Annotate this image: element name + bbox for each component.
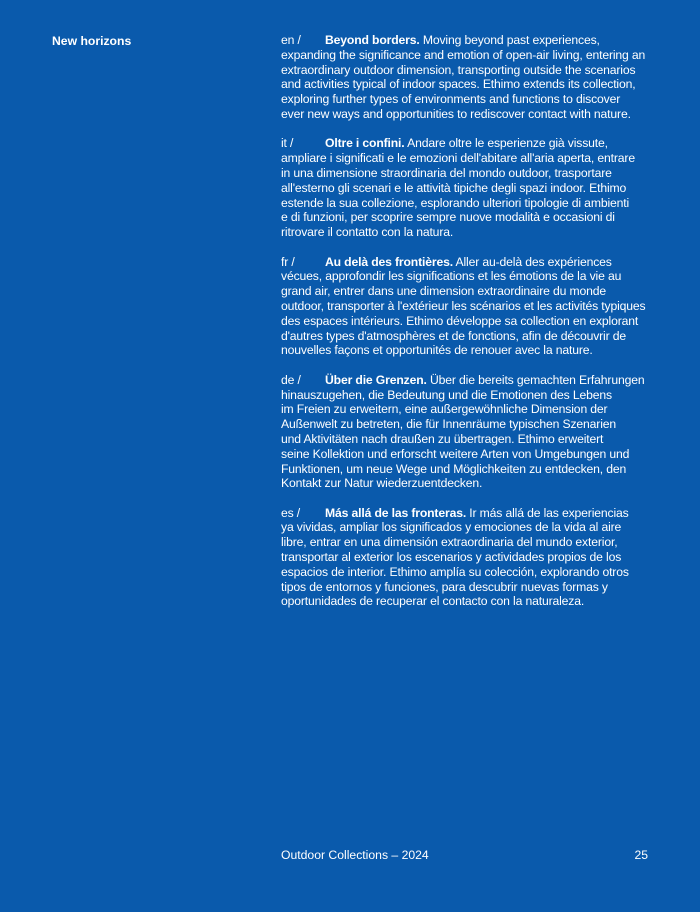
paragraph-line: oportunidades de recuperar el contacto con la naturaleza.	[281, 594, 585, 609]
language-code: de /	[281, 372, 301, 387]
language-code: es /	[281, 505, 301, 520]
footer-title: Outdoor Collections – 2024	[281, 848, 429, 862]
paragraph-line: estende la sua collezione, esplorando ulteriori tipologie di ambienti	[281, 195, 630, 210]
paragraph-line: grand air, entrer dans une dimension extraordinaire du monde	[281, 284, 607, 299]
paragraph-line: tipos de entornos y funciones, para descubrir nuevas formas y	[281, 579, 608, 594]
paragraph-first-line	[281, 506, 653, 521]
paragraph-line: Funktionen, um neue Wege und Möglichkeiten zu entdecken, den	[281, 461, 627, 476]
paragraph-text: Aller au-delà des expériences	[452, 254, 612, 269]
paragraph-en	[281, 33, 653, 122]
paragraph-first-line	[281, 373, 653, 388]
paragraph-line: Kontakt zur Natur wiederzuentdecken.	[281, 476, 483, 491]
paragraph-line: in una dimensione straordinaria del mondo outdoor, trasportare	[281, 165, 612, 180]
paragraph-line: outdoor, transporter à l'extérieur les scénarios et les activités typiques	[281, 298, 646, 313]
paragraph-line: exploring further types of environments and functions to discover	[281, 92, 621, 107]
paragraph-line: espacios de interior. Ethimo amplía su colección, explorando otros	[281, 564, 629, 579]
paragraph-text: Über die bereits gemachten Erfahrungen	[426, 372, 645, 387]
paragraph-heading: Über die Grenzen.	[325, 372, 427, 387]
paragraph-line: seine Kollektion und erforscht weitere Arten von Umgebungen und	[281, 446, 630, 461]
paragraph-line: ya vividas, ampliar los significados y emociones de la vida al aire	[281, 520, 622, 535]
language-code: en /	[281, 33, 301, 47]
paragraph-de	[281, 373, 653, 491]
paragraph-line: and activities typical of indoor spaces. Ethimo extends its collection,	[281, 77, 636, 92]
paragraph-line: vécues, approfondir les significations et les émotions de la vie au	[281, 269, 622, 284]
paragraph-line: extraordinary outdoor dimension, transporting outside the scenarios	[281, 62, 636, 77]
paragraph-text: Ir más allá de las experiencias	[466, 505, 629, 520]
page-number: 25	[634, 848, 648, 862]
paragraph-es	[281, 506, 653, 610]
paragraph-line: libre, entrar en una dimensión extraordinaria del mundo exterior,	[281, 535, 618, 550]
paragraph-heading: Oltre i confini.	[325, 136, 405, 151]
multilingual-text	[281, 33, 653, 624]
paragraph-line: all'esterno gli scenari e le attività tipiche degli spazi indoor. Ethimo	[281, 180, 627, 195]
paragraph-first-line	[281, 255, 653, 270]
paragraph-line: ever new ways and opportunities to rediscover contact with nature.	[281, 106, 631, 121]
paragraph-text: Andare oltre le esperienze già vissute,	[404, 136, 608, 151]
paragraph-line: nouvelles façons et opportunités de renouer avec la nature.	[281, 343, 593, 358]
paragraph-heading: Au delà des frontières.	[325, 254, 453, 269]
paragraph-heading: Más allá de las fronteras.	[325, 505, 467, 520]
paragraph-heading: Beyond borders.	[325, 33, 420, 47]
language-code: it /	[281, 136, 294, 151]
language-code: fr /	[281, 254, 295, 269]
section-title: New horizons	[52, 34, 132, 48]
paragraph-line: und Aktivitäten nach draußen zu übertragen. Ethimo erweitert	[281, 431, 604, 446]
paragraph-line: Außenwelt zu betreten, die für Innenräume typischen Szenarien	[281, 417, 617, 432]
paragraph-fr	[281, 255, 653, 359]
paragraph-it	[281, 136, 653, 240]
paragraph-line: ritrovare il contatto con la natura.	[281, 225, 454, 240]
paragraph-line: des espaces intérieurs. Ethimo développe sa collection en explorant	[281, 313, 639, 328]
paragraph-line: transportar al exterior los escenarios y actividades propios de los	[281, 550, 622, 565]
paragraph-line: d'autres types d'atmosphères et de fonctions, afin de découvrir de	[281, 328, 627, 343]
paragraph-first-line	[281, 136, 653, 151]
paragraph-text: Moving beyond past experiences,	[419, 33, 600, 47]
paragraph-line: expanding the significance and emotion of open-air living, entering an	[281, 47, 646, 62]
paragraph-line: hinauszugehen, die Bedeutung und die Emotionen des Lebens	[281, 387, 612, 402]
paragraph-line: e di funzioni, per scoprire sempre nuove modalità e occasioni di	[281, 210, 615, 225]
paragraph-first-line	[281, 33, 653, 48]
paragraph-line: im Freien zu erweitern, eine außergewöhnliche Dimension der	[281, 402, 608, 417]
paragraph-line: ampliare i significati e le emozioni dell'abitare all'aria aperta, entrare	[281, 151, 635, 166]
